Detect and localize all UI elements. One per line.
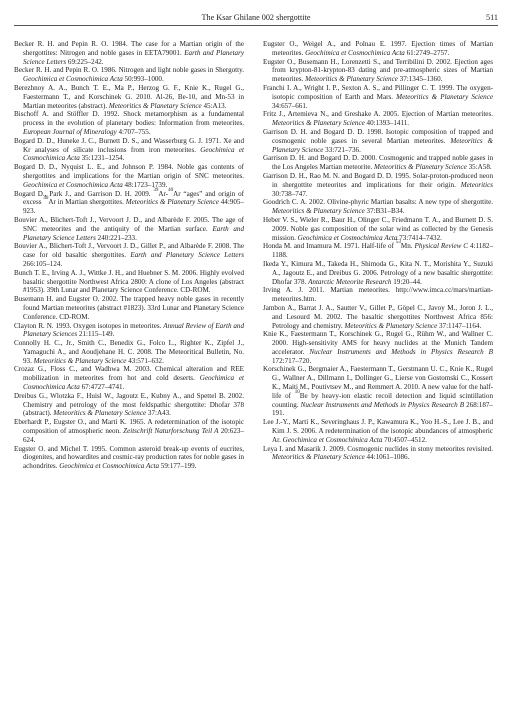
reference-entry xyxy=(263,58,493,84)
reference-entry xyxy=(14,216,244,242)
volume-pages: 35:1231–1254. xyxy=(79,154,125,163)
journal-name: Annual Review of Earth and Planetary Sciences xyxy=(23,321,244,339)
reference-text: Bunch T. E., Irving A. J., Wittke J. H., and Huebner S. M. 2006. Highly evolved basaltic shergottite Northwest Africa 2800: A clone of Los Angeles (abstract #1953). 39th Lunar and Planetary Science Conference. CD-ROM. xyxy=(14,268,244,295)
reference-text: Crozaz G., Floss C., and Wadhwa M. 2003. Chemical alteration and REE mobilization in meteorites from hot and cold deserts. xyxy=(14,365,244,383)
reference-column-right xyxy=(263,40,493,462)
reference-entry xyxy=(263,84,493,110)
volume-pages: 44:1061–1086. xyxy=(364,453,410,462)
reference-entry xyxy=(263,128,493,154)
volume-pages: 33:721–736. xyxy=(323,145,361,154)
volume-pages: 268:187–191. xyxy=(272,400,493,418)
reference-text: Ar in Martian shergottites. xyxy=(48,198,126,207)
volume-pages: 43:571–632. xyxy=(126,356,164,365)
volume-pages: 19:20–44. xyxy=(391,277,422,286)
isotope-superscript: 40 xyxy=(43,196,49,202)
volume-pages: 21:115–149. xyxy=(77,330,115,339)
journal-name: Geochimica et Cosmochimica Acta xyxy=(297,233,398,242)
volume-pages: 30:738–747. xyxy=(272,189,308,198)
reference-text: Eugster O., Weigel A., and Polnau E. 1997. Ejection times of Martian meteorites. xyxy=(263,40,493,57)
reference-entry xyxy=(263,418,493,444)
volume-pages: 37:A43. xyxy=(146,409,171,418)
reference-entry xyxy=(14,137,244,163)
reference-text: Leya I. and Masarik J. 2009. Cosmogenic nuclides in stony meteorites revisited. xyxy=(263,444,493,453)
volume-pages: 48:1723–1739. xyxy=(122,180,168,189)
volume-pages: 35:A58. xyxy=(466,163,492,172)
reference-text: Connolly H. C., Jr., Smith C., Benedix G., Folco L., Righter K., Zipfel J., Yamaguchi A., and Aoudjehane H. C. 2008. The Meteoritical Bulletin, No. 93. xyxy=(14,339,244,365)
journal-name: Meteoritics & Planetary Science xyxy=(344,321,438,330)
journal-name: Meteoritics & Planetary Science xyxy=(305,75,398,84)
reference-entry xyxy=(14,339,244,365)
volume-pages: 59:177–199. xyxy=(159,462,197,471)
reference-text: Knie K., Faestermann T., Korschinek G., Rugel G., Rühm W., and Wallner C. 2000. High-sensitivity AMS for heavy nuclides at the Munich Tandem accelerator. xyxy=(263,330,493,356)
reference-text: Fritz J., Artemieva N., and Greshake A. 2005. Ejection of Martian meteorites. xyxy=(263,110,493,119)
journal-name: Meteoritics & Planetary Science xyxy=(108,101,202,110)
volume-pages: 40:1393–1411. xyxy=(364,119,410,128)
volume-pages: 240:221–233. xyxy=(95,233,137,242)
volume-pages: 50:993–1000. xyxy=(122,75,164,84)
volume-pages: 37:1147–1164. xyxy=(437,321,482,330)
volume-pages: 37:B31–B34. xyxy=(364,207,405,216)
journal-name: Meteoritics & Planetary Science xyxy=(396,92,494,101)
reference-text: Becker R. H. and Pepin R. O. 1986. Nitrogen and light noble gases in Shergotty. xyxy=(14,66,244,75)
reference-text: Dreibus G., Wlotzka F., Huisl W., Jagoutz E., Kubny A., and Spettel B. 2002. Chemistry and petrology of the most feldspathic shergottite: Dhofar 378 (abstract). xyxy=(14,391,244,418)
reference-entry xyxy=(14,66,244,84)
reference-text: Lee J.-Y., Marti K., Severinghaus J. P., Kawamura K., Yoo H.-S., Lee J. B., and Kim J. S. 2006. A redetermination of the isotopic abundances of atmospheric Ar. xyxy=(263,418,493,444)
reference-entry xyxy=(14,418,244,444)
page-number: 511 xyxy=(486,13,498,22)
volume-pages: 67:4727–4741. xyxy=(79,383,125,392)
reference-entry xyxy=(14,295,244,321)
volume-pages: 20:623–624. xyxy=(23,427,244,444)
reference-text: Franchi I. A., Wright I. P., Sexton A. S., and Pillinger C. T. 1999. The oxygen-isotopic composition of Earth and Mars. xyxy=(263,83,493,101)
reference-text: Ar- xyxy=(158,189,169,198)
volume-pages: 34:657–661. xyxy=(272,101,308,110)
reference-text: Bogard D. D., Huneke J. C., Burnett D. S., and Wasserburg G. J. 1971. Xe and Kr analyses of silicate inclusions from iron meteorites. xyxy=(14,136,244,154)
reference-entry xyxy=(14,84,244,110)
reference-entry xyxy=(263,216,493,242)
reference-text: Becker R. H. and Pepin R. O. 1984. The case for a Martian origin of the shergottites: Nitrogen and noble gases in EETA79001. xyxy=(14,40,244,57)
isotope-superscript: 39 xyxy=(153,187,159,193)
reference-entry xyxy=(263,304,493,330)
volume-pages: 70:4507–4512. xyxy=(382,435,427,444)
reference-entry xyxy=(14,110,244,136)
reference-entry xyxy=(14,445,244,471)
reference-text: Bogard D. D., Nyquist L. E., and Johnson P. 1984. Noble gas contents of shergottites and implications for the Martian origin of SNC meteorites. xyxy=(14,163,244,180)
volume-pages: 37:1345–1360. xyxy=(397,75,443,84)
journal-name: Meteoritics & Planetary Science xyxy=(272,136,493,154)
reference-entry xyxy=(263,330,493,365)
reference-text: Honda M. and Imamura M. 1971. Half-life of xyxy=(263,242,396,251)
reference-entry xyxy=(263,172,493,198)
journal-name: Meteoritics xyxy=(460,180,493,189)
journal-name: Meteoritics & Planetary Science xyxy=(272,453,365,462)
reference-column-left xyxy=(14,40,244,471)
reference-entry xyxy=(14,187,244,216)
journal-name: Meteoritics & Planetary Science xyxy=(53,409,147,418)
reference-text: Mn. xyxy=(400,242,415,251)
reference-text: Irving A. J. 2011. Martian meteorites. http://www.imca.cc/mars/martian-meteorites.htm. xyxy=(263,286,493,304)
reference-text: Busemann H. and Eugster O. 2002. The trapped heavy noble gases in recently found Martian meteorites (abstract #1823). 33rd Lunar and Planetary Science Conference. CD-ROM. xyxy=(14,295,244,321)
reference-entry xyxy=(263,242,493,260)
journal-name: Geochimica et Cosmochimica Acta xyxy=(23,145,244,163)
journal-name: Zeitschrift Naturforschung Teil A xyxy=(123,427,219,436)
journal-name: Nuclear Instruments and Methods in Physics Research B xyxy=(309,347,493,356)
journal-name: Earth and Planetary Science Letters xyxy=(130,251,244,260)
journal-name: Meteoritics & Planetary Science xyxy=(272,119,365,128)
journal-name: Earth and Planetary Science Letters xyxy=(23,224,244,242)
journal-name: Geochimica et Cosmochimica Acta xyxy=(305,48,405,57)
journal-name: Meteoritics & Planetary Science xyxy=(272,207,365,216)
reference-entry xyxy=(14,365,244,391)
volume-pages: 4:707–755. xyxy=(116,127,151,136)
reference-text: Heber V. S., Wieler R., Baur H., Olinger C., Friedmann T. A., and Burnett D. S. 2009. Noble gas composition of the solar wind as collected by the Genesis mission. xyxy=(263,215,493,242)
journal-name: Nuclear Instruments and Methods in Physics Research B xyxy=(300,400,465,409)
reference-entry xyxy=(263,445,493,463)
journal-name: Geochimica et Cosmochimica Acta xyxy=(23,180,123,189)
reference-entry xyxy=(263,154,493,172)
reference-entry xyxy=(263,40,493,58)
reference-text: Ikeda Y., Kimura M., Takeda H., Shimoda G., Kita N. T., Morishita Y., Suzuki A., Jagoutz E., and Dreibus G. 2006. Petrology of a new basaltic shergottite: Dhofar 378. xyxy=(263,259,493,286)
journal-name: Geochimica et Cosmochimica Acta xyxy=(23,374,245,392)
reference-text: Garrison D. H., Rao M. N. and Bogard D. D. 1995. Solar-proton-produced neon in shergottite meteorites and implications for their origin. xyxy=(263,171,493,189)
volume-pages: 266:105–124. xyxy=(23,259,63,268)
reference-text: Goodrich C. A. 2002. Olivine-phyric Martian basalts: A new type of shergottite. xyxy=(263,198,493,207)
reference-text: Bogard D., Park J., and Garrison D. H. 2009. xyxy=(14,189,154,198)
reference-text: Bouvier A., Blichert-Toft J., Vervoort J. D., and Albarède F. 2005. The age of SNC meteorites and the antiquity of the Martian surface. xyxy=(14,215,244,233)
reference-entry xyxy=(263,110,493,128)
reference-text: Bischoff A. and Stöffler D. 1992. Shock metamorphism as a fundamental process in the evolution of planetary bodies: Information from meteorites. xyxy=(14,110,244,128)
reference-entry xyxy=(14,269,244,295)
reference-text: Garrison D. H. and Bogard D. D. 1998. Isotopic composition of trapped and cosmogenic noble gases in several Martian meteorites. xyxy=(263,127,493,145)
running-header xyxy=(14,13,498,26)
journal-name: Meteoritics & Planetary Science xyxy=(125,198,219,207)
volume-pages: 61:2749–2757. xyxy=(404,48,450,57)
journal-name: Antarctic Meteorite Research xyxy=(308,277,392,286)
reference-text: Clayton R. N. 1993. Oxygen isotopes in meteorites. xyxy=(14,321,164,330)
reference-text: Be by heavy-ion elastic recoil detection and liquid scintillation counting. xyxy=(272,391,493,409)
reference-entry xyxy=(263,365,493,418)
reference-entry xyxy=(263,198,493,216)
volume-pages: 69:225–242. xyxy=(66,57,104,66)
volume-pages: 4:1182–1188. xyxy=(272,242,493,260)
isotope-superscript: 53 xyxy=(395,240,401,246)
running-title: The Ksar Ghilane 002 shergottite xyxy=(201,13,311,22)
reference-text: Garrison D. H. and Bogard D. D. 2000. Cosmogenic and trapped noble gases in the Los Angeles Martian meteorite. xyxy=(263,154,493,172)
volume-pages: 73:7414–7432. xyxy=(397,233,442,242)
reference-text: Eberhardt P., Eugster O., and Marti K. 1965. A redetermination of the isotopic composition of atmospheric neon. xyxy=(14,418,244,436)
reference-entry xyxy=(14,242,244,268)
reference-entry xyxy=(263,286,493,304)
reference-text: Jambon A., Barrat J. A., Sautter V., Gillet P., Göpel C., Javoy M., Joron J. L., and Lesourd M. 2002. The basaltic shergottites Northwest Africa 856: Petrology and chemistry. xyxy=(263,303,493,330)
reference-text: Bouvier A., Blichert-Toft J., Vervoort J. D., Gillet P., and Albarède F. 2008. The case for old basaltic shergottites. xyxy=(14,242,244,260)
isotope-superscript: 10 xyxy=(294,389,300,395)
journal-name: Meteoritics & Planetary Science xyxy=(33,356,127,365)
journal-name: Geochimica et Cosmochimica Acta xyxy=(282,435,383,444)
journal-name: Physical Review C xyxy=(414,242,469,251)
reference-text: Eugster O. and Michel T. 1995. Common asteroid break-up events of eucrites, diogenites, and howardites and cosmic-ray production rates for noble gases in achondrites. xyxy=(14,444,244,471)
reference-text: Berezhnoy A. A., Bunch T. E., Ma P., Herzog G. F., Knie K., Rugel G., Faestermann T., and Korschinek G. 2010. Al-26, Be-10, and Mn-53 in Martian meteorites (abstract). xyxy=(14,83,244,110)
reference-text: Korschinek G., Bergmaier A., Faestermann T., Gerstmann U. C., Knie K., Rugel G., Wallner A., Dillmann I., Dollinger G., Lierse von Gostomski C., Kossert K., Maiti M., Poutivtsev M., and Remmert A. 2010. A new value for the half-life of xyxy=(263,365,493,400)
journal-name: Earth and Planetary Science Letters xyxy=(23,48,244,66)
reference-entry xyxy=(14,40,244,66)
volume-pages: 44:905–923. xyxy=(23,198,244,216)
journal-name: Geochimica et Cosmochimica Acta xyxy=(59,462,159,471)
journal-name: Meteoritics & Planetary Science xyxy=(374,163,467,172)
reference-entry xyxy=(14,322,244,340)
reference-text: Ar “ages” and origin of excess xyxy=(23,189,244,207)
volume-pages: 45:A13. xyxy=(201,101,227,110)
reference-text: Eugster O., Busemann H., Lorenzetti S., and Terribilini D. 2002. Ejection ages from krypton-81-krypton-83 dating and pre-atmospheric sizes of Martian meteorites. xyxy=(263,57,493,84)
reference-entry xyxy=(263,260,493,286)
reference-entry xyxy=(14,163,244,189)
isotope-superscript: 40 xyxy=(168,187,174,193)
journal-name: European Journal of Mineralogy xyxy=(23,127,117,136)
journal-name: Geochimica et Cosmochimica Acta xyxy=(23,75,123,84)
reference-entry xyxy=(14,392,244,418)
volume-pages: 172:717–720. xyxy=(272,356,312,365)
